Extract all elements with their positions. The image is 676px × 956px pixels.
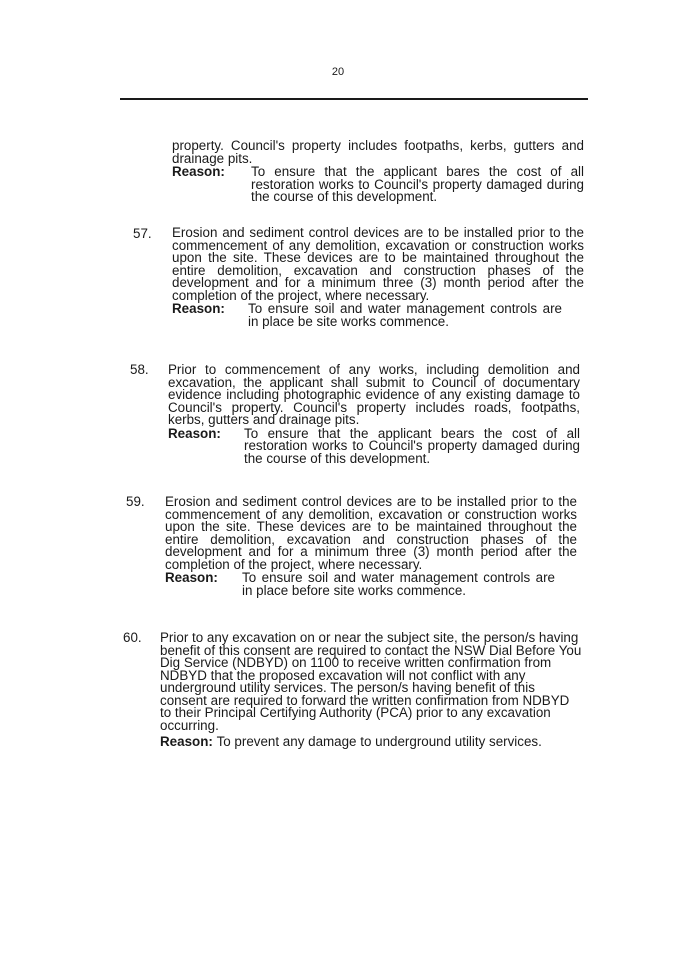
condition-number: 57. [133,226,152,241]
condition-number: 58. [130,362,149,377]
reason [172,303,584,328]
condition-continuation [172,140,584,204]
condition-58 [168,364,580,465]
condition-text: Erosion and sediment control devices are to be installed prior to the commencement of any demolition, excavation or construction works upon the site. These devices are to be maintained throughout the entire demolition, excavation and construction phases of the development and for a minimum three (3) month period after the completion of the project, where necessary. [165,494,577,572]
condition-60 [160,632,582,749]
reason-text: To ensure soil and water management controls are in place before site works commence. [242,570,555,598]
reason-text: To ensure that the applicant bares the cost of all restoration works to Council's property damaged during the course of this development. [251,164,584,204]
reason [165,572,577,597]
condition-number: 60. [123,630,142,645]
reason-label: Reason: [168,425,221,441]
page-number: 20 [331,66,345,78]
header-rule [120,98,588,100]
condition-text: Prior to any excavation on or near the subject site, the person/s having benefit of this consent are required to contact the NSW Dial Before You Dig Service (NDBYD) on 1100 to receive written confirmation from NDBYD that the proposed excavation will not conflict with any underground utility services. The person/s having benefit of this consent are required to forward the written confirmation from NDBYD to their Principal Certifying Authority (PCA) prior to any excavation occurring. [160,630,582,733]
reason-text: To prevent any damage to underground utility services. [216,734,542,749]
condition-text: Erosion and sediment control devices are to be installed prior to the commencement of any demolition, excavation or construction works upon the site. These devices are to be maintained throughout the entire demolition, excavation and construction phases of the development and for a minimum three (3) month period after the completion of the project, where necessary. [172,225,584,303]
reason-label: Reason: [172,301,225,316]
condition-text: Prior to commencement of any works, including demolition and excavation, the applicant shall submit to Council of documentary evidence including photographic evidence of any existing damage to Council's property. Council's property includes roads, footpaths, kerbs, gutters and drainage pits. [168,362,580,427]
condition-59 [165,496,577,597]
reason [160,736,582,749]
reason-label: Reason: [160,734,217,749]
reason-text: To ensure soil and water management controls are in place be site works commence. [248,301,562,329]
reason-text: To ensure that the applicant bears the cost of all restoration works to Council's property damaged during the course of this development. [244,425,580,466]
reason [168,425,580,466]
condition-text: property. Council's property includes footpaths, kerbs, gutters and drainage pits. [172,138,584,166]
condition-number: 59. [126,494,145,509]
condition-57 [172,227,584,328]
reason-label: Reason: [165,570,218,585]
reason [172,166,584,204]
reason-label: Reason: [172,164,225,179]
